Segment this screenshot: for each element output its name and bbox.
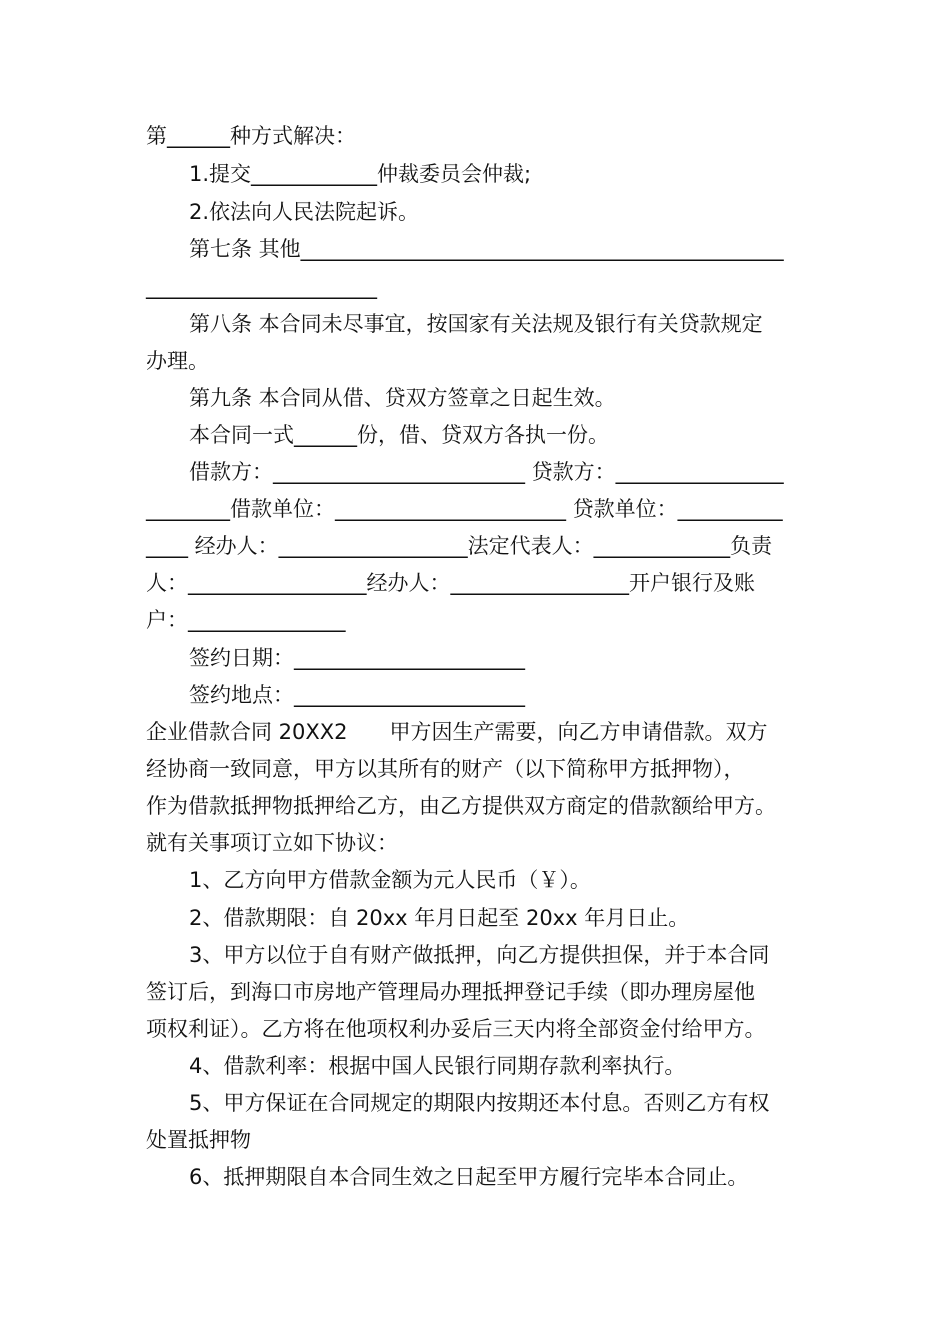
text-line: ______________________ [146, 275, 377, 299]
text-line: 3、甲方以位于自有财产做抵押，向乙方提供担保，并于本合同 [189, 943, 770, 967]
text-line: 第七条 其他______________________________________________ [189, 237, 784, 261]
text-line: 签约日期：______________________ [189, 646, 525, 670]
text-line: 签约地点：______________________ [189, 683, 525, 707]
text-line: 签订后，到海口市房地产管理局办理抵押登记手续（即办理房屋他 [146, 980, 755, 1004]
text-line: 1.提交____________仲裁委员会仲裁; [189, 162, 532, 186]
text-line: 第八条 本合同未尽事宜，按国家有关法规及银行有关贷款规定 [189, 312, 763, 336]
text-line: ________借款单位：______________________ 贷款单位：__________ [146, 497, 783, 521]
text-line: 2、借款期限：自 20xx 年月日起至 20xx 年月日止。 [189, 906, 690, 930]
text-line: 第______种方式解决： [146, 124, 356, 148]
text-line: 2.依法向人民法院起诉。 [189, 200, 420, 224]
text-line: 本合同一式______份，借、贷双方各执一份。 [189, 423, 609, 447]
text-line: 作为借款抵押物抵押给乙方，由乙方提供双方商定的借款额给甲方。 [146, 794, 776, 818]
text-line: 办理。 [146, 349, 209, 373]
text-line: 人：_________________经办人：_________________开户银行及账 [146, 571, 755, 595]
text-line: 项权利证）。乙方将在他项权利办妥后三天内将全部资金付给甲方。 [146, 1017, 766, 1041]
text-line: 6、抵押期限自本合同生效之日起至甲方履行完毕本合同止。 [189, 1165, 749, 1189]
text-line: 经协商一致同意，甲方以其所有的财产（以下简称甲方抵押物）， [146, 757, 745, 781]
text-line: 4、借款利率：根据中国人民银行同期存款利率执行。 [189, 1054, 686, 1078]
text-line: 5、甲方保证在合同规定的期限内按期还本付息。否则乙方有权 [189, 1091, 770, 1115]
text-line: 企业借款合同 20XX2 甲方因生产需要，向乙方申请借款。双方 [146, 720, 768, 744]
text-line: 就有关事项订立如下协议： [146, 831, 398, 855]
text-line: ____ 经办人：__________________法定代表人：_____________负责 [146, 534, 773, 558]
text-line: 户：_______________ [146, 608, 346, 632]
text-line: 借款方：________________________ 贷款方：________________ [189, 460, 784, 484]
text-line: 处置抵押物 [146, 1128, 251, 1152]
text-line: 第九条 本合同从借、贷双方签章之日起生效。 [189, 386, 616, 410]
text-line: 1、乙方向甲方借款金额为元人民币（￥）。 [189, 868, 591, 892]
